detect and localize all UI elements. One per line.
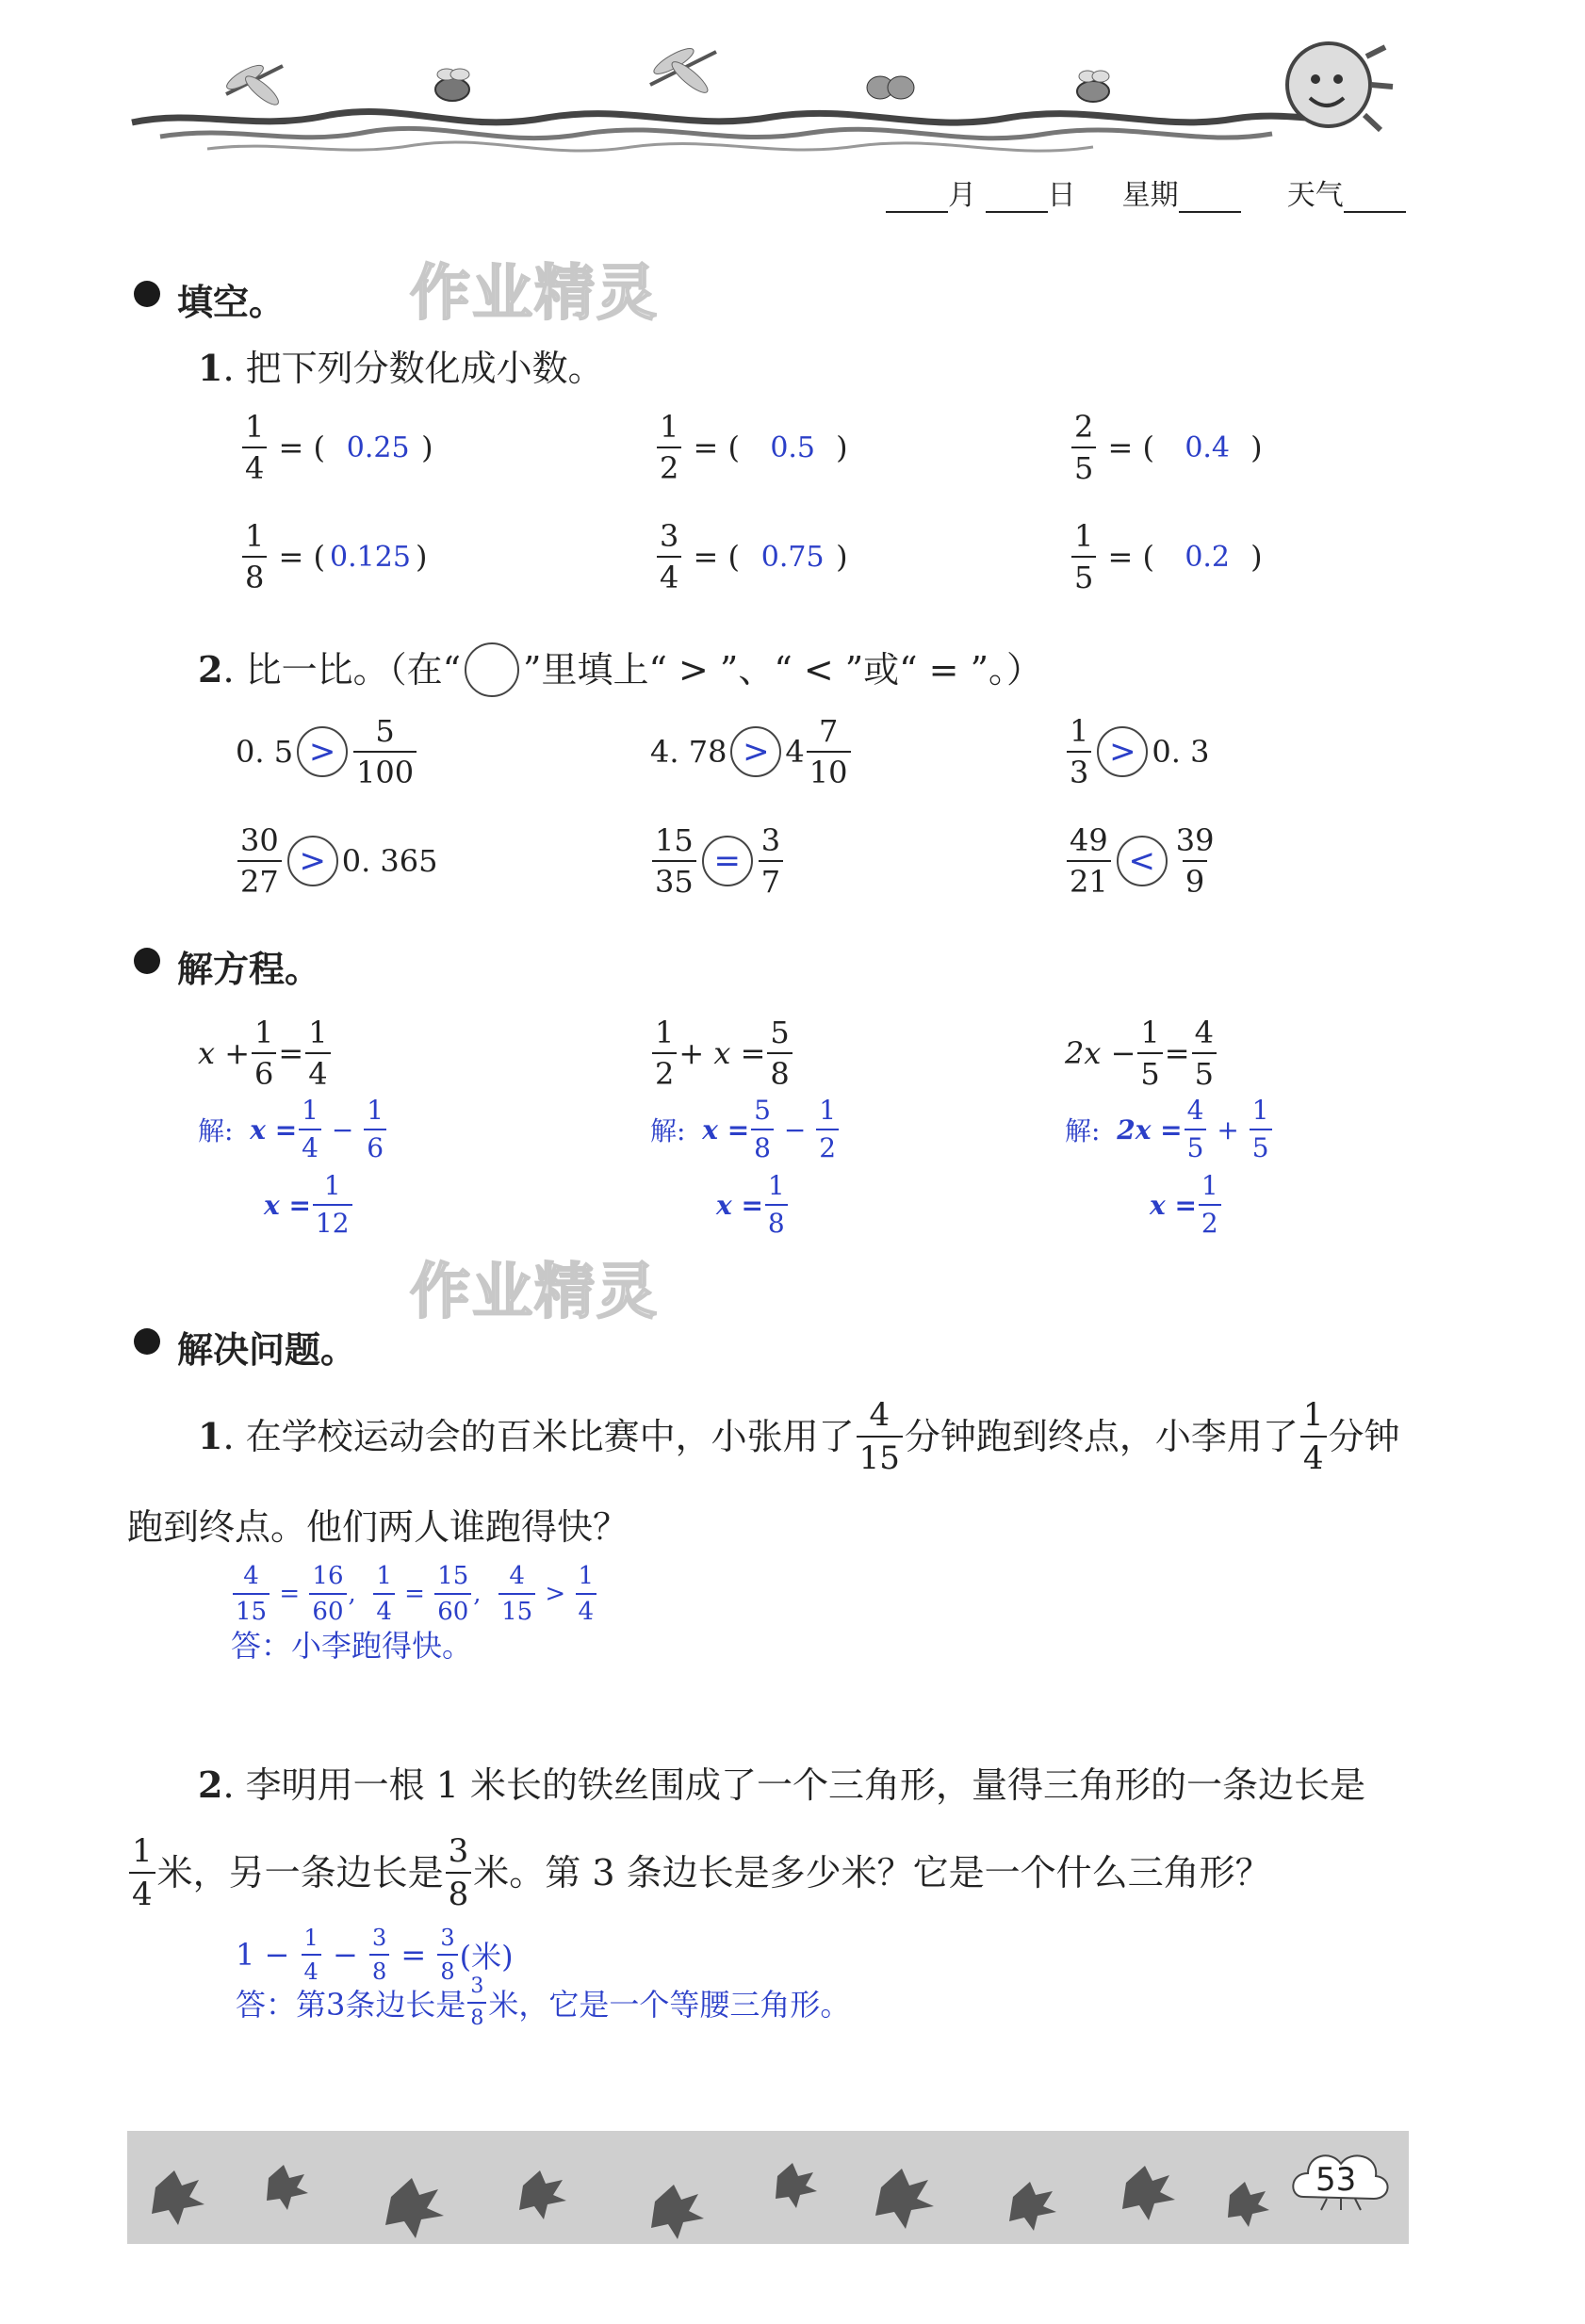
equation-3: 2x − $\frac{1}{5}$ = $\frac{4}{5}$ [1065,1017,1218,1089]
equation-3-solution-line2: x = $\frac{1}{2}$ [1150,1173,1223,1237]
week-blank[interactable] [1179,187,1241,213]
footer-band [127,2131,1409,2244]
compare-sign[interactable]: > [297,726,348,777]
problem-1-text-cont: 跑到终点。他们两人谁跑得快？ [127,1506,629,1548]
fraction-decimal-item: $\frac{1}{5}$ = ( 0.2 ) [1070,521,1263,593]
problem-1-answer-line2: 答：小李跑得快。 [231,1628,473,1664]
equation-1-solution-line1: 解: x = $\frac{1}{4}$ − $\frac{1}{6}$ [198,1097,388,1162]
leaves-decoration [127,2131,1409,2244]
compare-item: 0. 5 > $\frac{5}{100}$ [236,716,418,788]
compare-sign[interactable]: = [702,836,753,886]
equation-2-solution-line2: x = $\frac{1}{8}$ [716,1173,790,1237]
month-blank[interactable] [886,187,948,213]
problem-1-answer-line1: $\frac{4}{15}$ = $\frac{16}{60}$ , $\frac{1}{4}$ = $\frac{15}{60}$ , $\frac{4}{15}$ > $\frac{1}{4}$ [231,1564,598,1624]
answer-value: 0.25 [346,431,410,464]
question-1-text: 1. 把下列分数化成小数。 [198,347,604,389]
answer-value: 0.125 [330,540,411,574]
dragonfly-icon [223,61,283,109]
section-title-fill: 填空。 [177,282,286,323]
bullet-icon [134,281,160,307]
problem-1-text: 1 . 在学校运动会的百米比赛中，小张用了 $\frac{4}{15}$ 分钟跑到终点，小李用了 $\frac{1}{4}$ 分钟 [198,1396,1400,1477]
fraction-decimal-item: $\frac{1}{8}$ = ( 0.125 ) [240,521,427,593]
problem-2-text-cont: $\frac{1}{4}$ 米，另一条边长是 $\frac{3}{8}$ 米。第 3 条边长是多少米？它是一个什么三角形？ [127,1835,1271,1910]
problem-2-answer-line1: 1 − $\frac{1}{4}$ − $\frac{3}{8}$ = $\frac{3}{8}$ (米) [236,1925,514,1985]
equation-1-solution-line2: x = $\frac{1}{12}$ [264,1173,354,1237]
header-decoration [123,28,1423,160]
equation-3-solution-line1: 解: 2x = $\frac{4}{5}$ + $\frac{1}{5}$ [1065,1097,1274,1162]
compare-item: $\frac{30}{27}$ > 0. 365 [236,825,438,897]
watermark: 作业精灵 [410,1258,659,1327]
compare-sign[interactable]: > [730,726,781,777]
compare-sign[interactable]: > [1097,726,1148,777]
fraction-decimal-item: $\frac{1}{2}$ = ( 0.5 ) [655,412,848,483]
compare-item: $\frac{15}{35}$ = $\frac{3}{7}$ [650,825,785,897]
compare-item: 4. 78 > 4 $\frac{7}{10}$ [650,716,853,788]
compare-item: $\frac{1}{3}$ > 0. 3 [1065,716,1209,788]
bee-icon [1077,71,1109,102]
circle-icon [465,642,519,697]
bee-icon [435,69,469,101]
section-title-equation: 解方程。 [177,949,321,990]
week-label: 星期 [1121,179,1179,212]
bullet-icon [134,948,160,974]
question-2-text: 2 . 比一比。（在“ ”里填上“ > ”、“ < ”或“ = ”。） [198,642,1042,697]
butterfly-icon [867,76,914,99]
fraction-decimal-item: $\frac{1}{4}$ = ( 0.25 ) [240,412,433,483]
problem-2-answer-line2: 答：第3条边长是 $\frac{3}{8}$ 米，它是一个等腰三角形。 [236,1975,851,2030]
compare-sign[interactable]: < [1117,836,1168,886]
month-label: 月 [948,179,976,212]
compare-sign[interactable]: > [287,836,338,886]
page-number: 53 [1315,2161,1357,2199]
equation-2-solution-line1: 解: x = $\frac{5}{8}$ − $\frac{1}{2}$ [650,1097,841,1162]
equation-2: $\frac{1}{2}$ + x = $\frac{5}{8}$ [650,1017,794,1089]
fraction-decimal-item: $\frac{3}{4}$ = ( 0.75 ) [655,521,848,593]
dragonfly-icon [650,44,716,97]
compare-item: $\frac{49}{21}$ < $\frac{39}{9}$ [1065,825,1218,897]
day-label: 日 [1047,179,1076,212]
equation-1: x + $\frac{1}{6}$ = $\frac{1}{4}$ [198,1017,333,1089]
answer-value: 0.2 [1185,540,1231,574]
fraction-decimal-item: $\frac{2}{5}$ = ( 0.4 ) [1070,412,1263,483]
weather-label: 天气 [1286,179,1344,212]
answer-value: 0.4 [1185,431,1231,464]
weather-blank[interactable] [1344,187,1406,213]
page-number-badge [1289,2140,1393,2216]
problem-2-text: 2. 李明用一根 1 米长的铁丝围成了一个三角形，量得三角形的一条边长是 [198,1763,1365,1806]
section-title-problems: 解决问题。 [177,1329,357,1371]
bullet-icon [134,1328,160,1355]
sun-icon [1287,43,1393,130]
watermark: 作业精灵 [410,259,659,329]
date-line [886,171,1406,213]
answer-value: 0.75 [760,540,825,574]
day-blank[interactable] [986,187,1048,213]
answer-value: 0.5 [770,431,816,464]
